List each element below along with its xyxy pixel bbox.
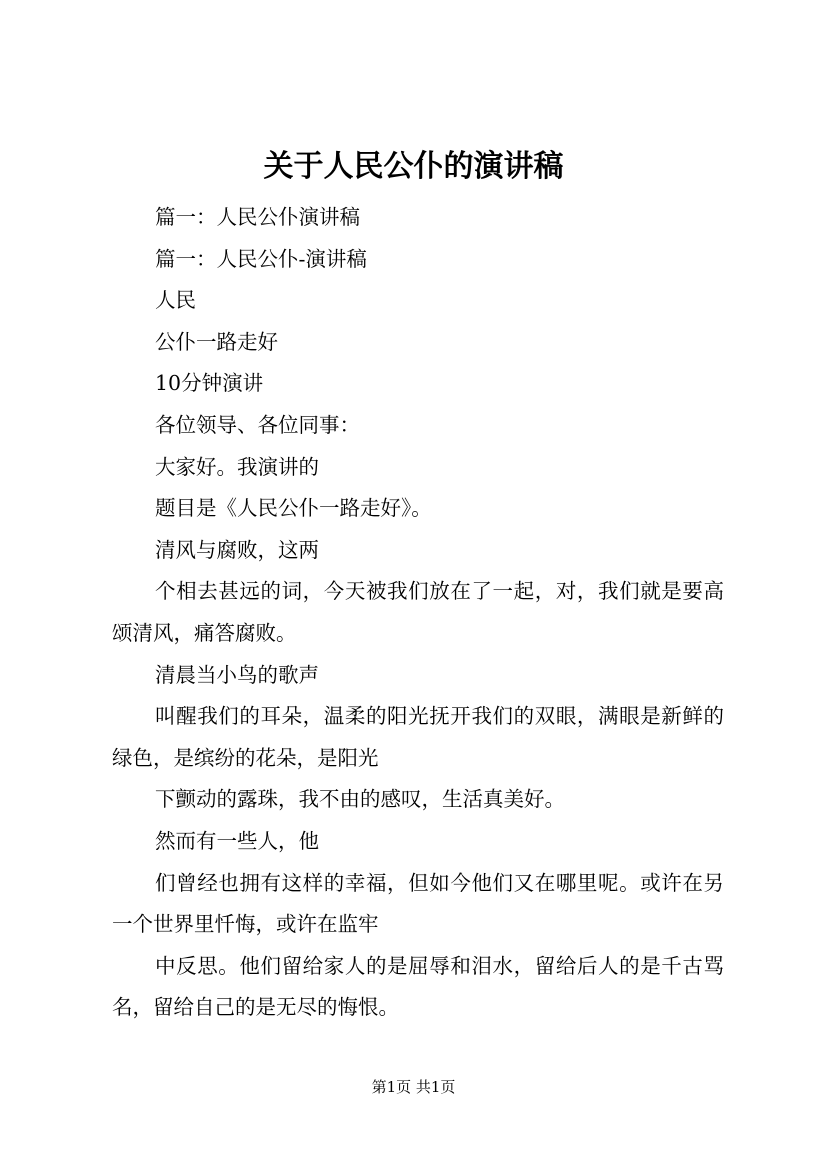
paragraph: 们曾经也拥有这样的幸福，但如今他们又在哪里呢。或许在另一个世界里忏悔，或许在监牢 bbox=[112, 870, 724, 937]
paragraph: 人民 bbox=[155, 288, 196, 313]
paragraph: 清晨当小鸟的歌声 bbox=[155, 662, 319, 687]
page-footer: 第1页 共1页 bbox=[371, 1078, 456, 1096]
paragraph: 题目是《人民公仆一路走好》。 bbox=[155, 496, 432, 521]
paragraph: 然而有一些人，他 bbox=[155, 828, 319, 853]
paragraph: 篇一：人民公仆演讲稿 bbox=[155, 205, 360, 229]
paragraph: 各位领导、各位同事： bbox=[155, 412, 360, 437]
paragraph: 中反思。他们留给家人的是屈辱和泪水，留给后人的是千古骂名，留给自己的是无尽的悔恨。 bbox=[112, 953, 724, 1020]
document-body bbox=[112, 197, 724, 1029]
paragraph: 下颤动的露珠，我不由的感叹，生活真美好。 bbox=[155, 787, 565, 812]
paragraph: 个相去甚远的词，今天被我们放在了一起，对，我们就是要高颂清风，痛答腐败。 bbox=[112, 579, 724, 645]
paragraph: 大家好。我演讲的 bbox=[155, 454, 319, 479]
paragraph: 篇一：人民公仆-演讲稿 bbox=[155, 246, 367, 271]
paragraph: 叫醒我们的耳朵，温柔的阳光抚开我们的双眼，满眼是新鲜的绿色，是缤纷的花朵，是阳光 bbox=[112, 704, 724, 770]
paragraph: 10分钟演讲 bbox=[155, 371, 264, 396]
paragraph: 公仆一路走好 bbox=[155, 329, 278, 354]
document-title: 关于人民公仆的演讲稿 bbox=[263, 149, 564, 184]
paragraph: 清风与腐败，这两 bbox=[155, 537, 319, 562]
